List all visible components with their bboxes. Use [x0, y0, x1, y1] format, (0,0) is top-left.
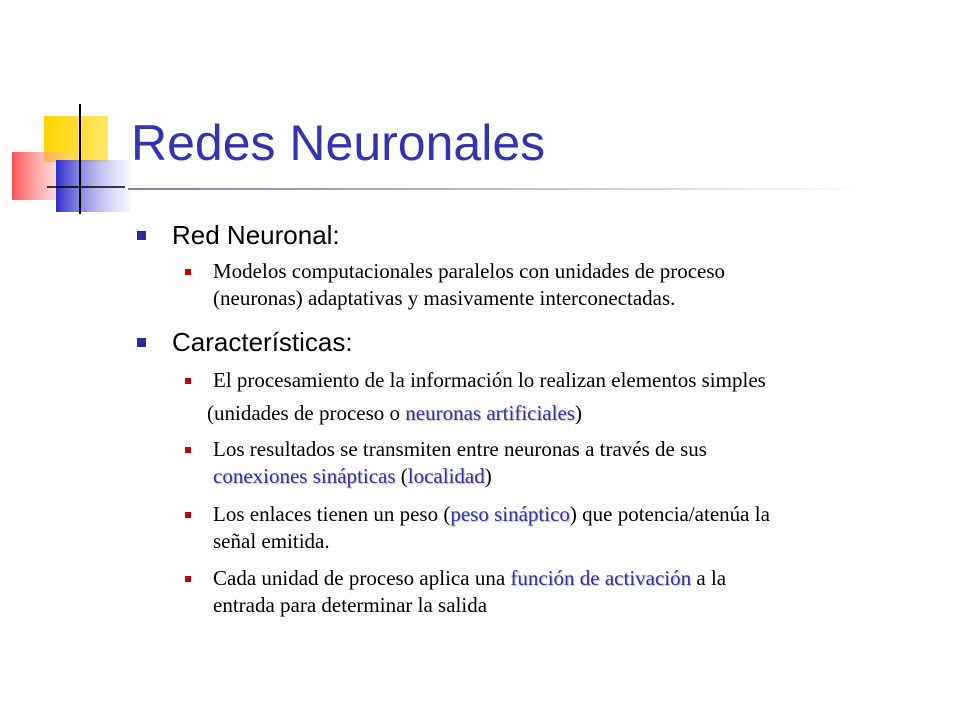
- slide-title: Redes Neuronales: [131, 115, 546, 171]
- text-span: (unidades de proceso o: [207, 401, 406, 425]
- text-line: (neuronas) adaptativas y masivamente interconectadas.: [213, 286, 676, 310]
- highlight-term: peso sináptico: [450, 502, 570, 526]
- text-span: ): [574, 401, 582, 425]
- sub-bullet-activacion: [213, 565, 726, 619]
- text-line: Modelos computacionales paralelos con unidades de proceso: [213, 259, 726, 283]
- text-span: (: [395, 464, 408, 488]
- text-span: ) que potencia/atenúa la: [569, 502, 770, 526]
- text-line: [213, 565, 726, 592]
- bullet-caracteristicas: [172, 327, 353, 358]
- text-span: Cada unidad de proceso aplica una: [213, 566, 511, 590]
- sub-bullet-enlaces: [213, 501, 770, 555]
- text-line: [213, 463, 707, 490]
- highlight-term: función de activación: [510, 566, 692, 590]
- highlight-term: neuronas artificiales: [405, 401, 575, 425]
- bullet-red-neuronal: [172, 220, 340, 251]
- bullet-square-icon: [137, 231, 146, 240]
- corner-decoration: [0, 0, 140, 230]
- text-span: Los enlaces tienen un peso (: [213, 502, 451, 526]
- text-line: Los resultados se transmiten entre neuronas a través de sus: [213, 437, 707, 461]
- sub-bullet-resultados: [213, 436, 707, 490]
- text-span: ): [484, 464, 492, 488]
- sub-bullet-icon: [185, 512, 191, 518]
- text-span: a la: [691, 566, 727, 590]
- text-line: señal emitida.: [213, 529, 330, 553]
- sub-bullet-icon: [185, 378, 191, 384]
- text-line: El procesamiento de la información lo realizan elementos simples: [213, 368, 766, 392]
- bullet-label: Red Neuronal:: [172, 220, 340, 250]
- sub-bullet-icon: [185, 447, 191, 453]
- title-underline: [128, 188, 868, 190]
- highlight-term: localidad: [407, 464, 485, 488]
- sub-bullet-procesamiento-cont: [207, 400, 582, 427]
- text-line: [213, 501, 770, 528]
- sub-bullet-icon: [185, 576, 191, 582]
- sub-bullet-procesamiento: [213, 367, 766, 394]
- sub-bullet-icon: [185, 269, 191, 275]
- highlight-term: conexiones sinápticas: [213, 464, 396, 488]
- bullet-label: Características:: [172, 327, 353, 357]
- bullet-square-icon: [137, 338, 146, 347]
- sub-bullet-modelos: [213, 258, 725, 312]
- text-line: entrada para determinar la salida: [213, 593, 488, 617]
